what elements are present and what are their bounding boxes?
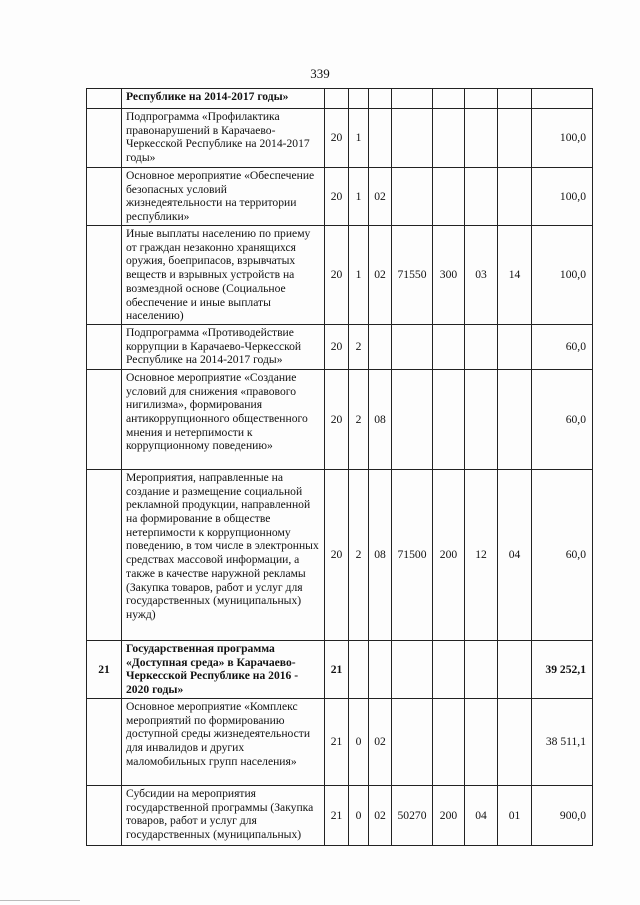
cell-pr xyxy=(498,324,532,369)
cell-sum: 60,0 xyxy=(532,324,593,369)
cell-om: 02 xyxy=(369,168,392,226)
cell-dir xyxy=(392,369,433,469)
cell-dir xyxy=(392,109,433,168)
cell-om xyxy=(369,109,392,168)
table-row xyxy=(87,785,593,845)
cell-gp: 20 xyxy=(325,469,349,640)
cell-name: Иные выплаты населению по приему от граждан незаконно хранящихся оружия, боеприпасов, взрывчатых веществ и взрывных устройств на возмездной основе (Социальное обеспечение и иные выплаты населению) xyxy=(122,226,325,325)
cell-vr xyxy=(433,369,465,469)
cell-pr xyxy=(498,109,532,168)
cell-om: 02 xyxy=(369,698,392,785)
cell-om: 08 xyxy=(369,469,392,640)
cell-gp: 20 xyxy=(325,369,349,469)
cell-om xyxy=(369,324,392,369)
cell-sum: 100,0 xyxy=(532,109,593,168)
table-row xyxy=(87,226,593,325)
budget-table xyxy=(86,88,593,846)
cell-sum: 60,0 xyxy=(532,369,593,469)
cell-name: Подпрограмма «Профилактика правонарушений в Карачаево-Черкесской Республике на 2014-2017 годы» xyxy=(122,109,325,168)
cell-name: Основное мероприятие «Обеспечение безопасных условий жизнедеятельности на территории республики» xyxy=(122,168,325,226)
cell-vr xyxy=(433,324,465,369)
cell-om: 08 xyxy=(369,369,392,469)
cell-sum: 100,0 xyxy=(532,168,593,226)
cell-om xyxy=(369,89,392,109)
table-row xyxy=(87,698,593,785)
cell-dir: 71500 xyxy=(392,469,433,640)
cell-vr xyxy=(433,640,465,698)
cell-num xyxy=(87,369,122,469)
cell-rz xyxy=(465,698,498,785)
cell-sum: 39 252,1 xyxy=(532,640,593,698)
cell-pr xyxy=(498,698,532,785)
cell-om: 02 xyxy=(369,785,392,845)
cell-pp: 2 xyxy=(349,369,369,469)
cell-sum xyxy=(532,89,593,109)
cell-sum: 38 511,1 xyxy=(532,698,593,785)
table-row xyxy=(87,369,593,469)
cell-sum: 100,0 xyxy=(532,226,593,325)
cell-name: Основное мероприятие «Создание условий для снижения «правового нигилизма», формирования антикоррупционного общественного мнения и нетерпимости к коррупционному поведению» xyxy=(122,369,325,469)
table-row xyxy=(87,324,593,369)
cell-sum: 900,0 xyxy=(532,785,593,845)
cell-pr xyxy=(498,640,532,698)
cell-sum: 60,0 xyxy=(532,469,593,640)
cell-dir xyxy=(392,168,433,226)
cell-vr: 200 xyxy=(433,785,465,845)
cell-gp: 21 xyxy=(325,698,349,785)
cell-pp: 2 xyxy=(349,324,369,369)
cell-pr: 14 xyxy=(498,226,532,325)
cell-name: Основное мероприятие «Комплекс мероприятий по формированию доступной среды жизнедеятельности для инвалидов и других маломобильных групп населения» xyxy=(122,698,325,785)
cell-pr: 04 xyxy=(498,469,532,640)
cell-pr xyxy=(498,369,532,469)
cell-num xyxy=(87,226,122,325)
cell-name: Мероприятия, направленные на создание и размещение социальной рекламной продукции, направленной на формирование в обществе нетерпимости к коррупционному поведению, в том числе в электронных средствах массовой информации, а также в качестве наружной рекламы (Закупка товаров, работ и услуг для государственных (муниципальных) нужд) xyxy=(122,469,325,640)
cell-num xyxy=(87,109,122,168)
cell-gp: 21 xyxy=(325,640,349,698)
cell-dir xyxy=(392,698,433,785)
scan-artifact-bottom xyxy=(0,900,80,901)
table-row xyxy=(87,109,593,168)
cell-vr xyxy=(433,168,465,226)
cell-pp: 2 xyxy=(349,469,369,640)
cell-gp: 20 xyxy=(325,226,349,325)
cell-vr: 300 xyxy=(433,226,465,325)
cell-dir: 71550 xyxy=(392,226,433,325)
cell-num: 21 xyxy=(87,640,122,698)
cell-rz xyxy=(465,109,498,168)
cell-gp: 20 xyxy=(325,324,349,369)
cell-pp xyxy=(349,89,369,109)
cell-gp: 20 xyxy=(325,109,349,168)
page-number: 339 xyxy=(310,66,330,81)
cell-dir xyxy=(392,89,433,109)
table-row xyxy=(87,168,593,226)
cell-rz xyxy=(465,168,498,226)
cell-name: Субсидии на мероприятия государственной программы (Закупка товаров, работ и услуг для государственных (муниципальных) xyxy=(122,785,325,845)
cell-rz: 12 xyxy=(465,469,498,640)
cell-dir xyxy=(392,324,433,369)
cell-pp: 1 xyxy=(349,109,369,168)
table-row xyxy=(87,89,593,109)
cell-num xyxy=(87,785,122,845)
cell-om xyxy=(369,640,392,698)
cell-num xyxy=(87,324,122,369)
cell-name: Государственная программа «Доступная среда» в Карачаево-Черкесской Республике на 2016 - 2020 годы» xyxy=(122,640,325,698)
cell-num xyxy=(87,89,122,109)
cell-rz xyxy=(465,324,498,369)
cell-vr xyxy=(433,109,465,168)
cell-pp: 0 xyxy=(349,785,369,845)
cell-num xyxy=(87,168,122,226)
cell-num xyxy=(87,469,122,640)
cell-pr: 01 xyxy=(498,785,532,845)
cell-rz xyxy=(465,89,498,109)
table-row xyxy=(87,469,593,640)
cell-gp: 20 xyxy=(325,168,349,226)
cell-pp xyxy=(349,640,369,698)
cell-rz: 03 xyxy=(465,226,498,325)
cell-gp: 21 xyxy=(325,785,349,845)
cell-name: Республике на 2014-2017 годы» xyxy=(122,89,325,109)
cell-vr xyxy=(433,698,465,785)
cell-num xyxy=(87,698,122,785)
cell-rz xyxy=(465,640,498,698)
cell-vr xyxy=(433,89,465,109)
cell-gp xyxy=(325,89,349,109)
cell-dir: 50270 xyxy=(392,785,433,845)
cell-rz: 04 xyxy=(465,785,498,845)
cell-name: Подпрограмма «Противодействие коррупции в Карачаево-Черкесской Республике на 2014-2017 годы» xyxy=(122,324,325,369)
cell-vr: 200 xyxy=(433,469,465,640)
cell-pr xyxy=(498,168,532,226)
cell-pr xyxy=(498,89,532,109)
cell-pp: 1 xyxy=(349,168,369,226)
cell-om: 02 xyxy=(369,226,392,325)
cell-pp: 1 xyxy=(349,226,369,325)
cell-rz xyxy=(465,369,498,469)
cell-dir xyxy=(392,640,433,698)
table-row xyxy=(87,640,593,698)
cell-pp: 0 xyxy=(349,698,369,785)
